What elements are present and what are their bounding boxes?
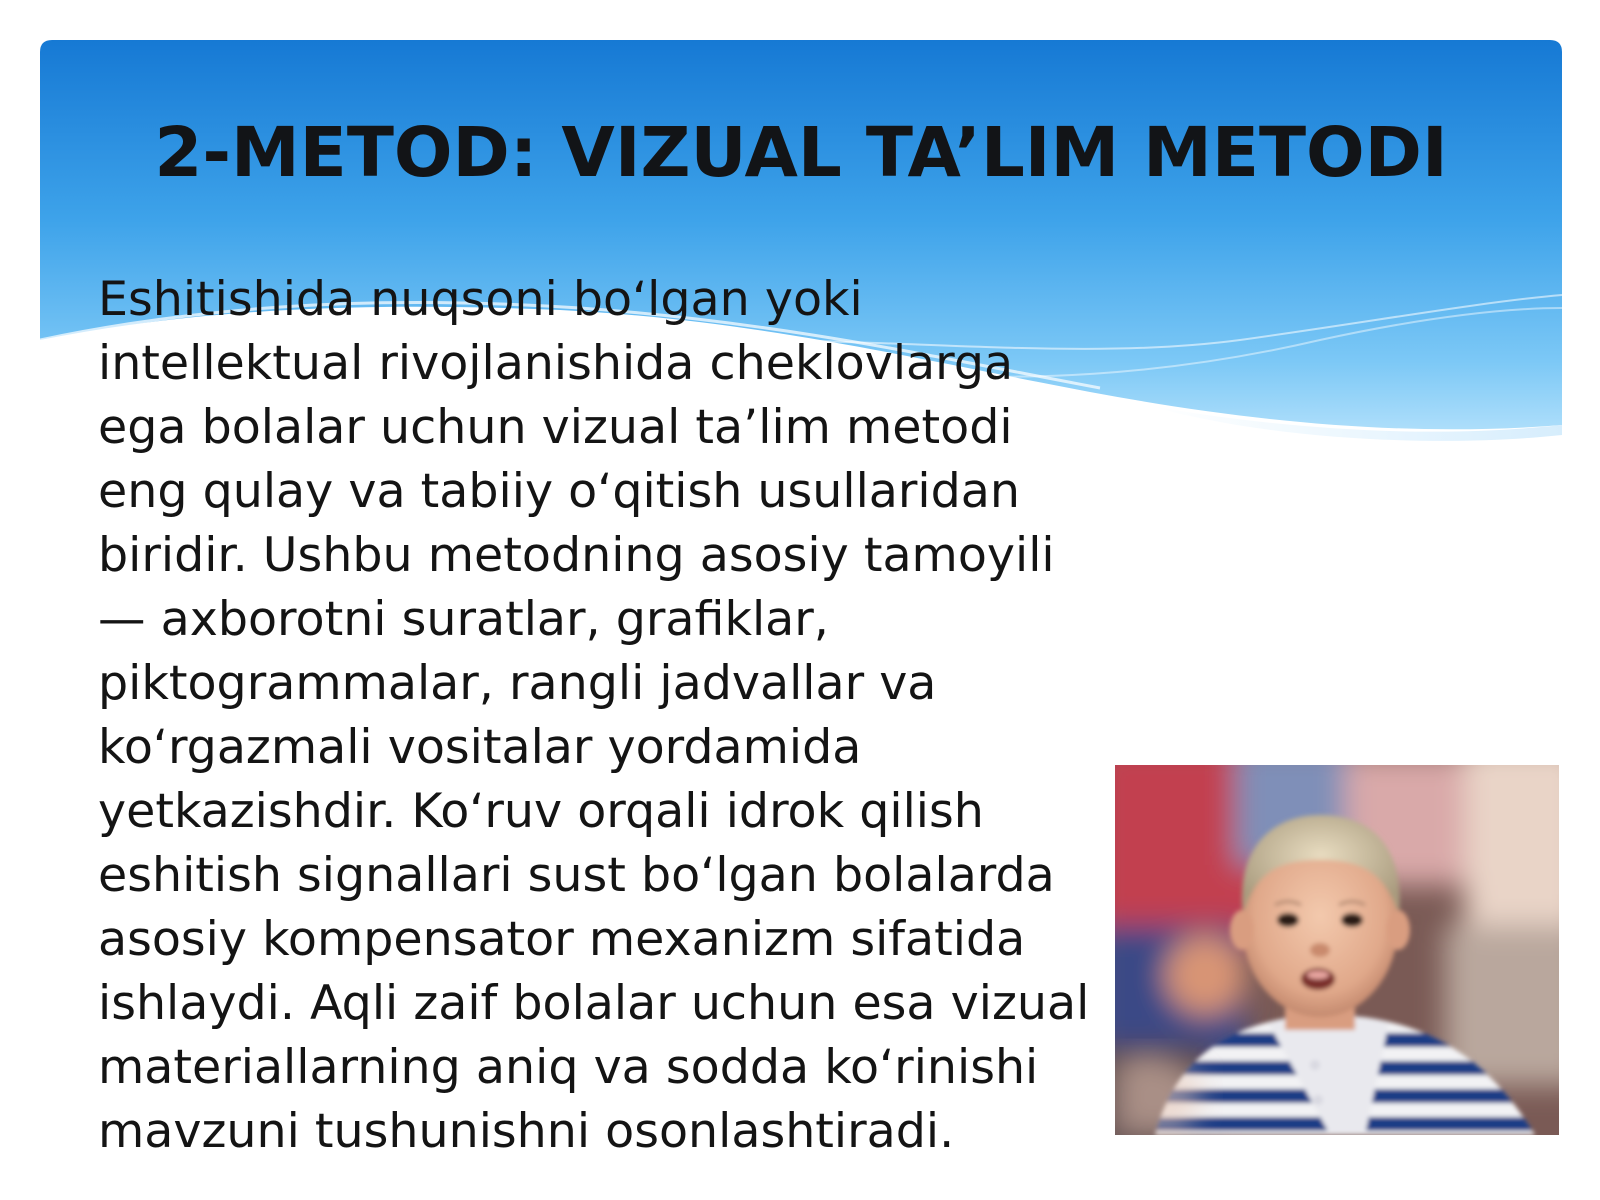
body-line: Eshitishida nuqsoni bo‘lgan yoki xyxy=(98,272,863,327)
body-line: ishlaydi. Aqli zaif bolalar uchun esa vizual xyxy=(98,976,1090,1031)
body-line: asosiy kompensator mexanizm sifatida xyxy=(98,912,1026,967)
body-paragraph xyxy=(98,268,1108,1164)
body-line: materiallarning aniq va sodda ko‘rinishi xyxy=(98,1040,1039,1095)
body-line: eshitish signallari sust bo‘lgan bolalarda xyxy=(98,848,1055,903)
body-line: piktogrammalar, rangli jadvallar va xyxy=(98,656,937,711)
body-line: — axborotni suratlar, grafiklar, xyxy=(98,592,829,647)
child-photo-illustration xyxy=(1115,765,1559,1135)
slide-title: 2-METOD: VIZUAL TA’LIM METODI xyxy=(154,113,1448,193)
body-line: ega bolalar uchun vizual ta’lim metodi xyxy=(98,400,1013,455)
body-line: eng qulay va tabiiy o‘qitish usullaridan xyxy=(98,464,1020,519)
body-line: biridir. Ushbu metodning asosiy tamoyili xyxy=(98,528,1055,583)
body-line: intellektual rivojlanishida cheklovlarga xyxy=(98,336,1014,391)
child-photo xyxy=(1115,765,1559,1135)
body-line: ko‘rgazmali vositalar yordamida xyxy=(98,720,862,775)
body-line: mavzuni tushunishni osonlashtiradi. xyxy=(98,1104,955,1159)
body-line: yetkazishdir. Ko‘ruv orqali idrok qilish xyxy=(98,784,984,839)
